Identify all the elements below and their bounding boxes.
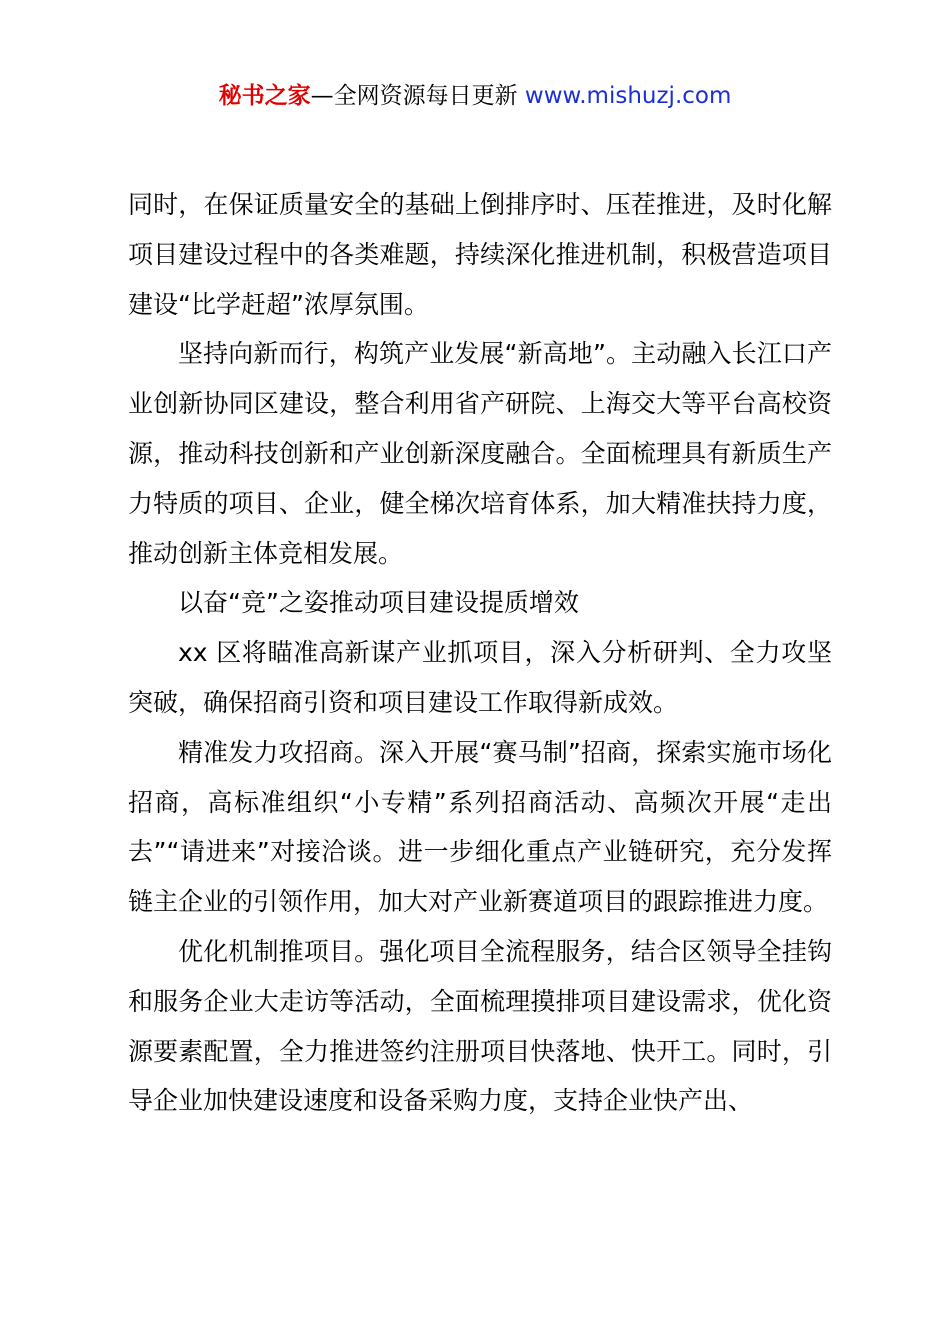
header-url[interactable]: www.mishuzj.com <box>524 83 732 109</box>
header-tagline: —全网资源每日更新 <box>310 83 518 109</box>
paragraph-continuation: 同时，在保证质量安全的基础上倒排序时、压茬推进，及时化解项目建设过程中的各类难题，持续深化推进机制，积极营造项目建设“比学赶超”浓厚氛围。 <box>128 190 832 319</box>
paragraph: 坚持向新而行，构筑产业发展“新高地”。主动融入长江口产业创新协同区建设，整合利用省产研院、上海交大等平台高校资源，推动科技创新和产业创新深度融合。全面梳理具有新质生产力特质的项目、企业，健全梯次培育体系，加大精准扶持力度，推动创新主体竞相发展。 <box>128 339 832 568</box>
page-header <box>0 78 950 114</box>
section-heading: 以奋“竞”之姿推动项目建设提质增效 <box>178 588 579 618</box>
paragraph: xx 区将瞄准高新谋产业抓项目，深入分析研判、全力攻坚突破，确保招商引资和项目建设工作取得新成效。 <box>128 638 832 717</box>
paragraph: 优化机制推项目。强化项目全流程服务，结合区领导全挂钩和服务企业大走访等活动，全面梳理摸排项目建设需求，优化资源要素配置，全力推进签约注册项目快落地、快开工。同时，引导企业加快建设速度和设备采购力度，支持企业快产出、 <box>128 936 832 1116</box>
header-brand: 秘书之家 <box>218 83 311 109</box>
paragraph: 精准发力攻招商。深入开展“赛马制”招商，探索实施市场化招商，高标准组织“小专精”系列招商活动、高频次开展“走出去”“请进来”对接洽谈。进一步细化重点产业链研究，充分发挥链主企业的引领作用，加大对产业新赛道项目的跟踪推进力度。 <box>128 737 832 917</box>
document-body <box>128 180 832 1126</box>
